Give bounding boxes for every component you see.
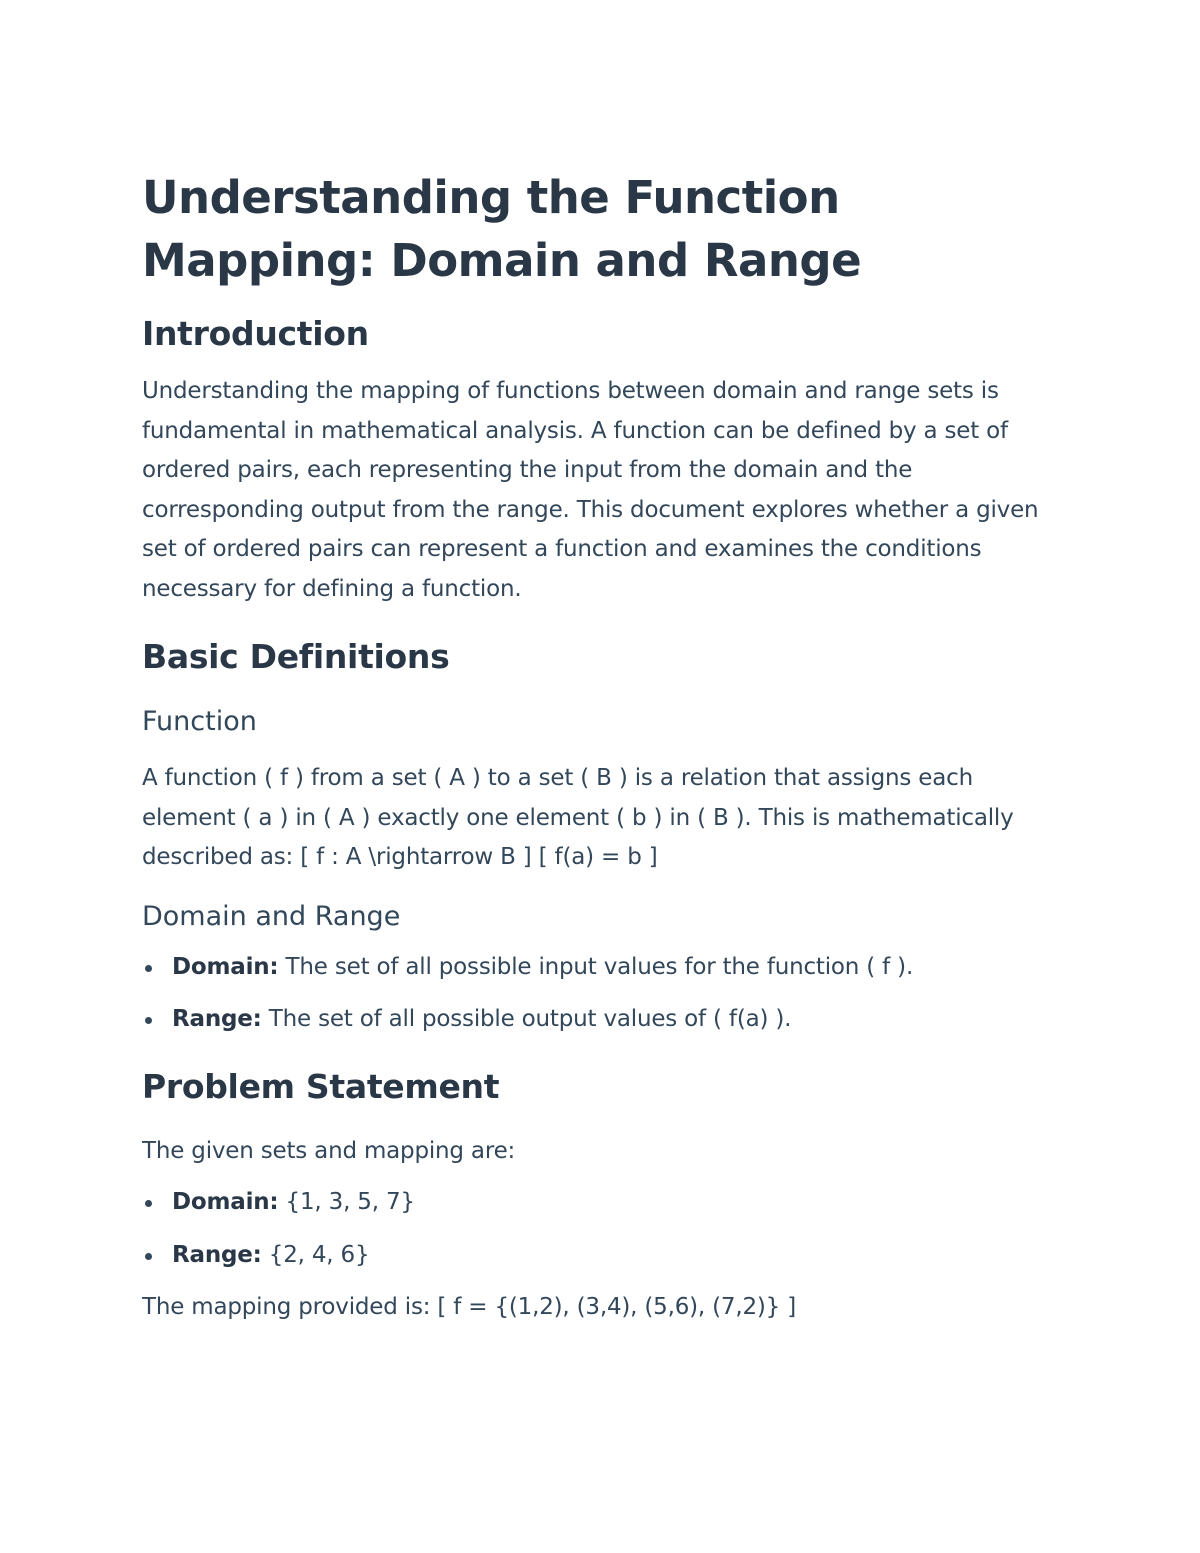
section-heading-basic-definitions: Basic Definitions (142, 637, 450, 676)
list-item-term: Range: (172, 1006, 262, 1032)
list-item-text: {2, 4, 6} (261, 1241, 370, 1268)
list-item-text: The set of all possible input values for the function ( f ). (278, 953, 914, 980)
section-heading-problem-statement: Problem Statement (142, 1066, 500, 1106)
domain-range-list (142, 948, 1062, 1040)
list-item-text: The set of all possible output values of ( f(a) ). (261, 1006, 792, 1032)
mapping-paragraph: The mapping provided is: [ f = {(1,2), (3,4), (5,6), (7,2)} ] (142, 1294, 796, 1320)
document-title: Understanding the Function Mapping: Domain and Range (142, 171, 862, 287)
subheading-domain-and-range: Domain and Range (142, 900, 401, 932)
section-heading-introduction: Introduction (142, 314, 369, 353)
introduction-paragraph: Understanding the mapping of functions between domain and range sets is fundamental in mathematical analysis. A function can be defined by a set of ordered pairs, each representing the input from the domain and the corresponding output from the range. This document explores whether a given set of ordered pairs can represent a function and examines the conditions necessary for defining a function. (142, 378, 1039, 602)
list-item-domain-set (142, 1183, 1062, 1223)
function-definition-paragraph: A function ( f ) from a set ( A ) to a set ( B ) is a relation that assigns each element ( a ) in ( A ) exactly one element ( b ) in ( B ). This is mathematically described as: [ f : A \rightarrow B ] [ f(a) = b ] (142, 765, 1014, 870)
problem-intro-paragraph: The given sets and mapping are: (142, 1137, 516, 1164)
list-item-domain-definition (142, 948, 1062, 988)
problem-sets-list (142, 1183, 1062, 1275)
list-item-text: {1, 3, 5, 7} (278, 1189, 415, 1215)
subheading-function: Function (142, 706, 257, 737)
document-page (142, 166, 1062, 1328)
list-item-term: Domain: (172, 953, 279, 980)
list-item-range-set (142, 1236, 1062, 1276)
list-item-term: Range: (172, 1241, 262, 1268)
list-item-range-definition (142, 1000, 1062, 1040)
list-item-term: Domain: (172, 1189, 279, 1215)
